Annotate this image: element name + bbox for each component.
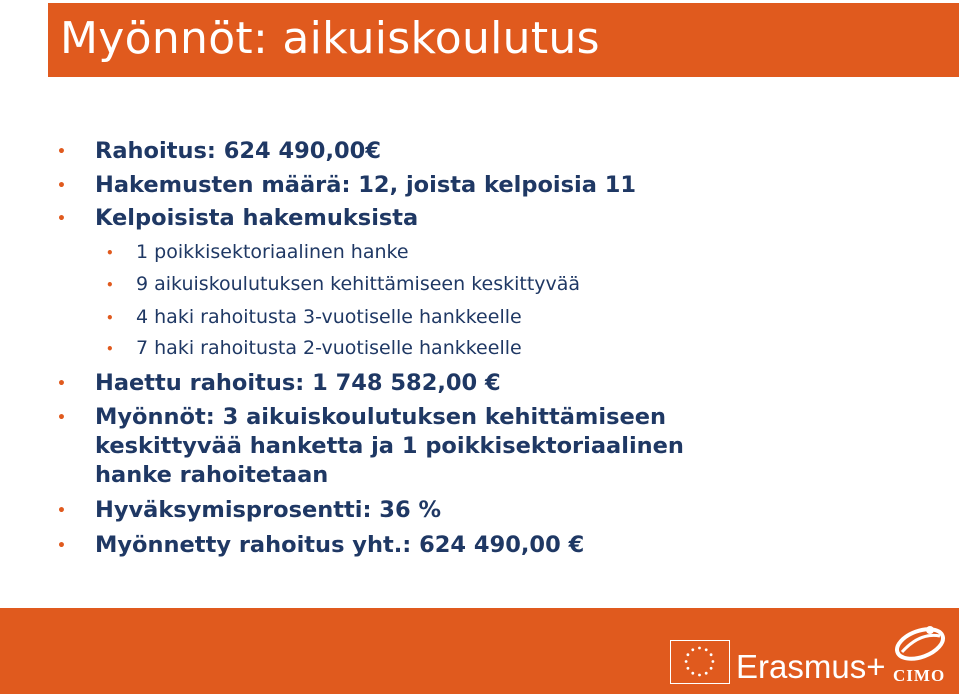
bullet-line: Myönnöt: 3 aikuiskoulutuksen kehittämiseen [95, 404, 667, 430]
bullet-text: Hakemusten määrä: 12, joista kelpoisia 11 [95, 172, 637, 198]
bullet-dot-icon: • [57, 211, 66, 227]
bullet-item [57, 171, 637, 200]
bullet-text: 9 aikuiskoulutuksen kehittämiseen keskittyvää [136, 273, 581, 295]
bullet-item [57, 369, 501, 398]
bullet-dot-icon: • [57, 503, 66, 519]
bullet-dot-icon: • [57, 178, 66, 194]
title-bar [48, 3, 959, 77]
bullet-dot-icon: • [57, 144, 66, 160]
bullet-item [57, 137, 381, 166]
footer-bar [0, 608, 959, 694]
bullet-dot-icon: • [57, 538, 66, 554]
bullet-item [57, 496, 441, 525]
bullet-dot-icon: • [106, 311, 114, 325]
bullet-line: keskittyvää hanketta ja 1 poikkisektoriaalinen [95, 433, 684, 459]
bullet-item [57, 204, 419, 233]
bullet-text: 7 haki rahoitusta 2-vuotiselle hankkeelle [136, 337, 522, 359]
bullet-text: Hyväksymisprosentti: 36 % [95, 497, 441, 523]
bullet-item [57, 531, 585, 560]
eu-flag-icon [670, 640, 730, 684]
cimo-logo-icon [890, 622, 948, 662]
bullet-dot-icon: • [106, 246, 114, 260]
bullet-text: 4 haki rahoitusta 3-vuotiselle hankkeelle [136, 306, 522, 328]
sub-bullet-item [106, 240, 409, 265]
bullet-dot-icon: • [106, 278, 114, 292]
erasmus-logo-text: Erasmus+ [736, 648, 886, 685]
bullet-text: 1 poikkisektoriaalinen hanke [136, 241, 409, 263]
bullet-text: Kelpoisista hakemuksista [95, 205, 419, 231]
bullet-text: Haettu rahoitus: 1 748 582,00 € [95, 370, 501, 396]
sub-bullet-item [106, 305, 522, 330]
bullet-text: Rahoitus: 624 490,00€ [95, 138, 381, 164]
cimo-logo-text: CIMO [893, 666, 946, 685]
bullet-dot-icon: • [57, 376, 66, 392]
slide-title: Myönnöt: aikuiskoulutus [60, 13, 600, 64]
bullet-text: Myönnetty rahoitus yht.: 624 490,00 € [95, 532, 585, 558]
bullet-line: hanke rahoitetaan [95, 462, 329, 488]
sub-bullet-item [106, 272, 581, 297]
bullet-dot-icon: • [106, 342, 114, 356]
bullet-dot-icon: • [57, 410, 66, 426]
bullet-item [57, 403, 684, 490]
sub-bullet-item [106, 336, 522, 361]
